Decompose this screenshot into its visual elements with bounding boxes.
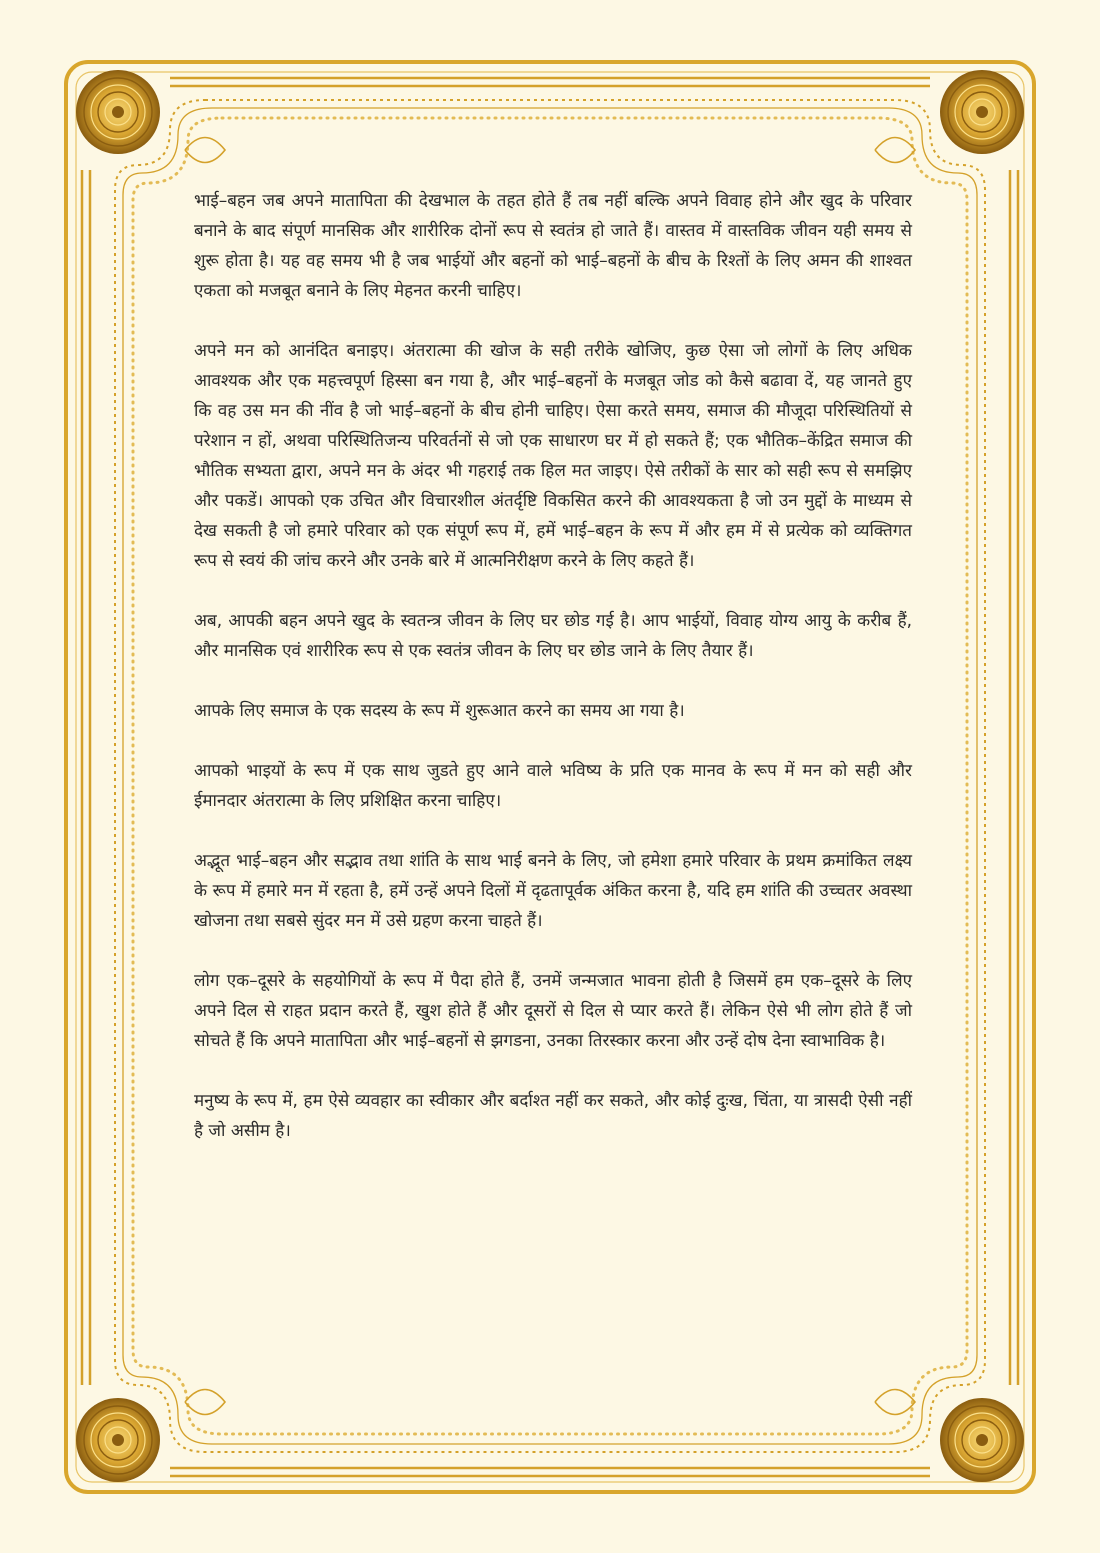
corner-medallion-bottom-left xyxy=(76,1398,160,1482)
body-text xyxy=(194,186,912,1176)
corner-medallion-top-left xyxy=(76,70,160,154)
corner-medallion-top-right xyxy=(940,70,1024,154)
paragraph-3: अब, आपकी बहन अपने खुद के स्वतन्त्र जीवन के लिए घर छोड गई है। आप भाईयों, विवाह योग्य आयु के करीब हैं, और मानसिक एवं शारीरिक रूप से एक स्वतंत्र जीवन के लिए घर छोड जाने के लिए तैयार हैं। xyxy=(194,611,912,661)
paragraph-8: मनुष्य के रूप में, हम ऐसे व्यवहार का स्वीकार और बर्दाश्त नहीं कर सकते, और कोई दुःख, चिंता, या त्रासदी ऐसी नहीं है जो असीम है। xyxy=(194,1091,912,1141)
paragraph-5: आपको भाइयों के रूप में एक साथ जुडते हुए आने वाले भविष्य के प्रति एक मानव के रूप में मन को सही और ईमानदार अंतरात्मा के लिए प्रशिक्षित करना चाहिए। xyxy=(194,761,912,811)
paragraph-7: लोग एक–दूसरे के सहयोगियों के रूप में पैदा होते हैं, उनमें जन्मजात भावना होती है जिसमें हम एक–दूसरे के लिए अपने दिल से राहत प्रदान करते हैं, खुश होते हैं और दूसरों से दिल से प्यार करते हैं। लेकिन ऐसे भी लोग होते हैं जो सोचते हैं कि अपने मातापिता और भाई–बहनों से झगडना, उनका तिरस्कार करना और उन्हें दोष देना स्वाभाविक है। xyxy=(194,971,912,1051)
paragraph-1: भाई–बहन जब अपने मातापिता की देखभाल के तहत होते हैं तब नहीं बल्कि अपने विवाह होने और खुद के परिवार बनाने के बाद संपूर्ण मानसिक और शारीरिक दोनों रूप से स्वतंत्र हो जाते हैं। वास्तव में वास्तविक जीवन यही समय से शुरू होता है। यह वह समय भी है जब भाईयों और बहनों को भाई–बहनों के बीच के रिश्तों के लिए अमन की शाश्वत एकता को मजबूत बनाने के लिए मेहनत करनी चाहिए। xyxy=(194,191,912,301)
paragraph-2: अपने मन को आनंदित बनाइए। अंतरात्मा की खोज के सही तरीके खोजिए, कुछ ऐसा जो लोगों के लिए अधिक आवश्यक और एक महत्त्वपूर्ण हिस्सा बन गया है, और भाई–बहनों के मजबूत जोड को कैसे बढावा दें, यह जानते हुए कि वह उस मन की नींव है जो भाई–बहनों के बीच होनी चाहिए। ऐसा करते समय, समाज की मौजूदा परिस्थितियों से परेशान न हों, अथवा परिस्थितिजन्य परिवर्तनों से जो एक साधारण घर में हो सकते हैं; एक भौतिक–केंद्रित समाज की भौतिक सभ्यता द्वारा, अपने मन के अंदर भी गहराई तक हिल मत जाइए। ऐसे तरीकों के सार को सही रूप से समझिए और पकडें। आपको एक उचित और विचारशील अंतर्दृष्टि विकसित करने की आवश्यकता है जो उन मुद्दों के माध्यम से देख सकती है जो हमारे परिवार को एक संपूर्ण रूप में, हमें भाई–बहन के रूप में और हम में से प्रत्येक को व्यक्तिगत रूप से स्वयं की जांच करने और उनके बारे में आत्मनिरीक्षण करने के लिए कहते हैं। xyxy=(194,341,912,571)
paragraph-4: आपके लिए समाज के एक सदस्य के रूप में शुरूआत करने का समय आ गया है। xyxy=(194,701,685,721)
paragraph-6: अद्भूत भाई–बहन और सद्भाव तथा शांति के साथ भाई बनने के लिए, जो हमेशा हमारे परिवार के प्रथम क्रमांकित लक्ष्य के रूप में हमारे मन में रहता है, हमें उन्हें अपने दिलों में दृढतापूर्वक अंकित करना है, यदि हम शांति की उच्चतर अवस्था खोजना तथा सबसे सुंदर मन में उसे ग्रहण करना चाहते हैं। xyxy=(194,851,912,931)
corner-medallion-bottom-right xyxy=(940,1398,1024,1482)
